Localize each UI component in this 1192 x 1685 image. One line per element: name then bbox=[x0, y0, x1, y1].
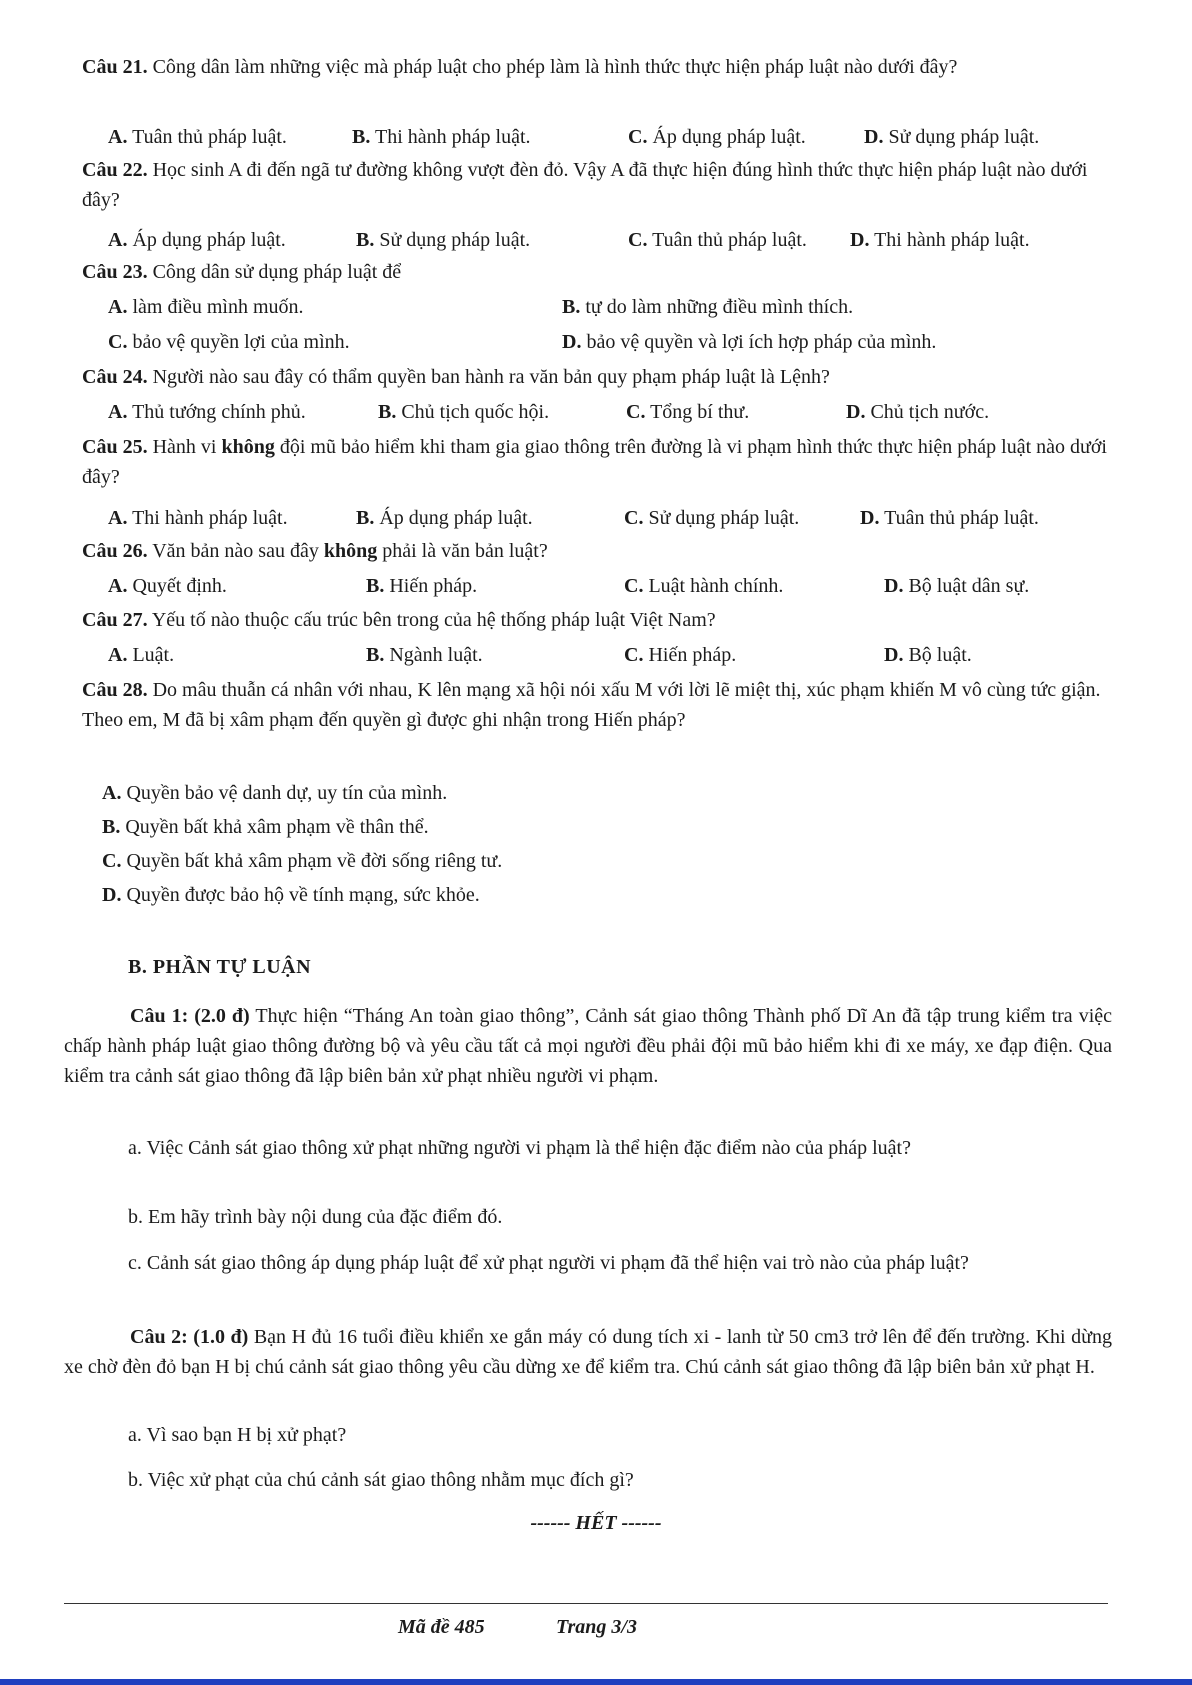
footer-divider bbox=[64, 1603, 1108, 1604]
question-label: Câu 22. bbox=[82, 159, 148, 181]
option-c: C. Sử dụng pháp luật. bbox=[624, 507, 800, 529]
options-25 bbox=[108, 503, 1108, 533]
question-text: Công dân làm những việc mà pháp luật cho phép làm là hình thức thực hiện pháp luật nào dưới đây? bbox=[147, 56, 958, 78]
options-23-row1 bbox=[108, 292, 1108, 322]
question-27 bbox=[82, 605, 1112, 635]
question-26: Câu 26. Văn bản nào sau đây không phải là văn bản luật? bbox=[82, 540, 548, 562]
options-22 bbox=[108, 225, 1108, 255]
option-a: A. làm điều mình muốn. bbox=[108, 296, 304, 318]
option-d: D. bảo vệ quyền và lợi ích hợp pháp của mình. bbox=[562, 331, 937, 353]
question-label: Câu 23. bbox=[82, 261, 148, 283]
option-c: C. Tổng bí thư. bbox=[626, 401, 750, 423]
essay-label: Câu 1: (2.0 đ) bbox=[130, 1005, 250, 1027]
option-a: A. Quyết định. bbox=[108, 575, 227, 597]
option-a: A. Thi hành pháp luật. bbox=[108, 507, 288, 529]
page-number: Trang 3/3 bbox=[556, 1616, 637, 1638]
question-text: Công dân sử dụng pháp luật để bbox=[147, 261, 402, 283]
option-b: B. Hiến pháp. bbox=[366, 575, 478, 597]
question-label: Câu 27. bbox=[82, 609, 148, 631]
option-d: D. Thi hành pháp luật. bbox=[850, 229, 1030, 251]
essay-1a: a. Việc Cảnh sát giao thông xử phạt những người vi phạm là thể hiện đặc điểm nào của pháp luật? bbox=[128, 1137, 911, 1159]
essay-label: Câu 2: (1.0 đ) bbox=[130, 1326, 249, 1348]
options-27 bbox=[108, 640, 1108, 670]
option-b: B. Quyền bất khả xâm phạm về thân thể. bbox=[102, 816, 429, 838]
option-a: A. Áp dụng pháp luật. bbox=[108, 229, 286, 251]
section-title: B. PHẦN TỰ LUẬN bbox=[128, 956, 312, 978]
scan-edge-bar bbox=[0, 1679, 1192, 1685]
essay-2b: b. Việc xử phạt của chú cảnh sát giao thông nhằm mục đích gì? bbox=[128, 1469, 634, 1491]
option-d: D. Sử dụng pháp luật. bbox=[864, 126, 1040, 148]
option-b: B. Ngành luật. bbox=[366, 644, 483, 666]
option-b: B. Áp dụng pháp luật. bbox=[356, 507, 533, 529]
option-c: C. Quyền bất khả xâm phạm về đời sống riêng tư. bbox=[102, 850, 503, 872]
emphasis-word: không bbox=[221, 436, 275, 458]
question-text: Học sinh A đi đến ngã tư đường không vượt đèn đỏ. Vậy A đã thực hiện đúng hình thức thực hiện pháp luật nào dưới đây? bbox=[82, 159, 1088, 211]
option-c: C. bảo vệ quyền lợi của mình. bbox=[108, 331, 350, 353]
question-text: Người nào sau đây có thẩm quyền ban hành ra văn bản quy phạm pháp luật là Lệnh? bbox=[147, 366, 830, 388]
option-a: A. Luật. bbox=[108, 644, 175, 666]
essay-1c: c. Cảnh sát giao thông áp dụng pháp luật để xử phạt người vi phạm đã thể hiện vai trò nào của pháp luật? bbox=[128, 1252, 969, 1274]
option-c: C. Áp dụng pháp luật. bbox=[628, 126, 806, 148]
question-label: Câu 25. bbox=[82, 436, 148, 458]
question-22 bbox=[82, 155, 1112, 215]
option-a: A. Quyền bảo vệ danh dự, uy tín của mình. bbox=[102, 782, 448, 804]
question-label: Câu 21. bbox=[82, 56, 148, 78]
option-b: B. Thi hành pháp luật. bbox=[352, 126, 531, 148]
option-d: D. Bộ luật dân sự. bbox=[884, 575, 1030, 597]
option-d: D. Quyền được bảo hộ về tính mạng, sức khỏe. bbox=[102, 884, 480, 906]
question-label: Câu 28. bbox=[82, 679, 148, 701]
question-label: Câu 26. bbox=[82, 540, 148, 562]
question-24 bbox=[82, 362, 1112, 392]
options-21 bbox=[108, 122, 1108, 152]
option-b: B. Sử dụng pháp luật. bbox=[356, 229, 531, 251]
question-label: Câu 24. bbox=[82, 366, 148, 388]
essay-2a: a. Vì sao bạn H bị xử phạt? bbox=[128, 1424, 347, 1446]
option-b: B. Chủ tịch quốc hội. bbox=[378, 401, 550, 423]
option-b: B. tự do làm những điều mình thích. bbox=[562, 296, 854, 318]
option-d: D. Tuân thủ pháp luật. bbox=[860, 507, 1039, 529]
question-28 bbox=[82, 675, 1112, 735]
question-25: Câu 25. Hành vi không đội mũ bảo hiểm khi tham gia giao thông trên đường là vi phạm hình thức thực hiện pháp luật nào dưới đây? bbox=[82, 436, 1107, 488]
option-a: A. Thủ tướng chính phủ. bbox=[108, 401, 306, 423]
option-d: D. Bộ luật. bbox=[884, 644, 972, 666]
exam-code: Mã đề 485 bbox=[398, 1616, 485, 1638]
option-c: C. Hiến pháp. bbox=[624, 644, 737, 666]
question-21 bbox=[82, 52, 1112, 82]
option-c: C. Luật hành chính. bbox=[624, 575, 784, 597]
option-a: A. Tuân thủ pháp luật. bbox=[108, 126, 287, 148]
end-mark: ------ HẾT ------ bbox=[530, 1512, 662, 1534]
essay-1b: b. Em hãy trình bày nội dung của đặc điểm đó. bbox=[128, 1206, 503, 1228]
option-d: D. Chủ tịch nước. bbox=[846, 401, 990, 423]
options-23-row2 bbox=[108, 327, 1108, 357]
options-26 bbox=[108, 571, 1108, 601]
question-text: Yếu tố nào thuộc cấu trúc bên trong của hệ thống pháp luật Việt Nam? bbox=[147, 609, 716, 631]
option-c: C. Tuân thủ pháp luật. bbox=[628, 229, 807, 251]
emphasis-word: không bbox=[323, 540, 378, 562]
options-24 bbox=[108, 397, 1108, 427]
question-23 bbox=[82, 257, 1112, 287]
essay-question-2: Câu 2: (1.0 đ) Bạn H đủ 16 tuổi điều khiển xe gắn máy có dung tích xi - lanh từ 50 cm3 trở lên để đến trường. Khi dừng xe chờ đèn đỏ bạn H bị chú cảnh sát giao thông yêu cầu dừng xe để kiểm tra. Chú cảnh sát giao thông đã lập biên bản xử phạt H. bbox=[64, 1326, 1112, 1378]
question-text: Do mâu thuẫn cá nhân với nhau, K lên mạng xã hội nói xấu M với lời lẽ miệt thị, xúc phạm khiến M vô cùng tức giận. Theo em, M đã bị xâm phạm đến quyền gì được ghi nhận trong Hiến pháp? bbox=[82, 679, 1101, 731]
essay-question-1: Câu 1: (2.0 đ) Thực hiện “Tháng An toàn giao thông”, Cảnh sát giao thông Thành phố Dĩ An đã tập trung kiểm tra việc chấp hành pháp luật giao thông đường bộ và yêu cầu tất cả mọi người đều phải đội mũ bảo hiểm khi đi xe máy, xe đạp điện. Qua kiểm tra cảnh sát giao thông đã lập biên bản xử phạt nhiều người vi phạm. bbox=[64, 1005, 1112, 1087]
